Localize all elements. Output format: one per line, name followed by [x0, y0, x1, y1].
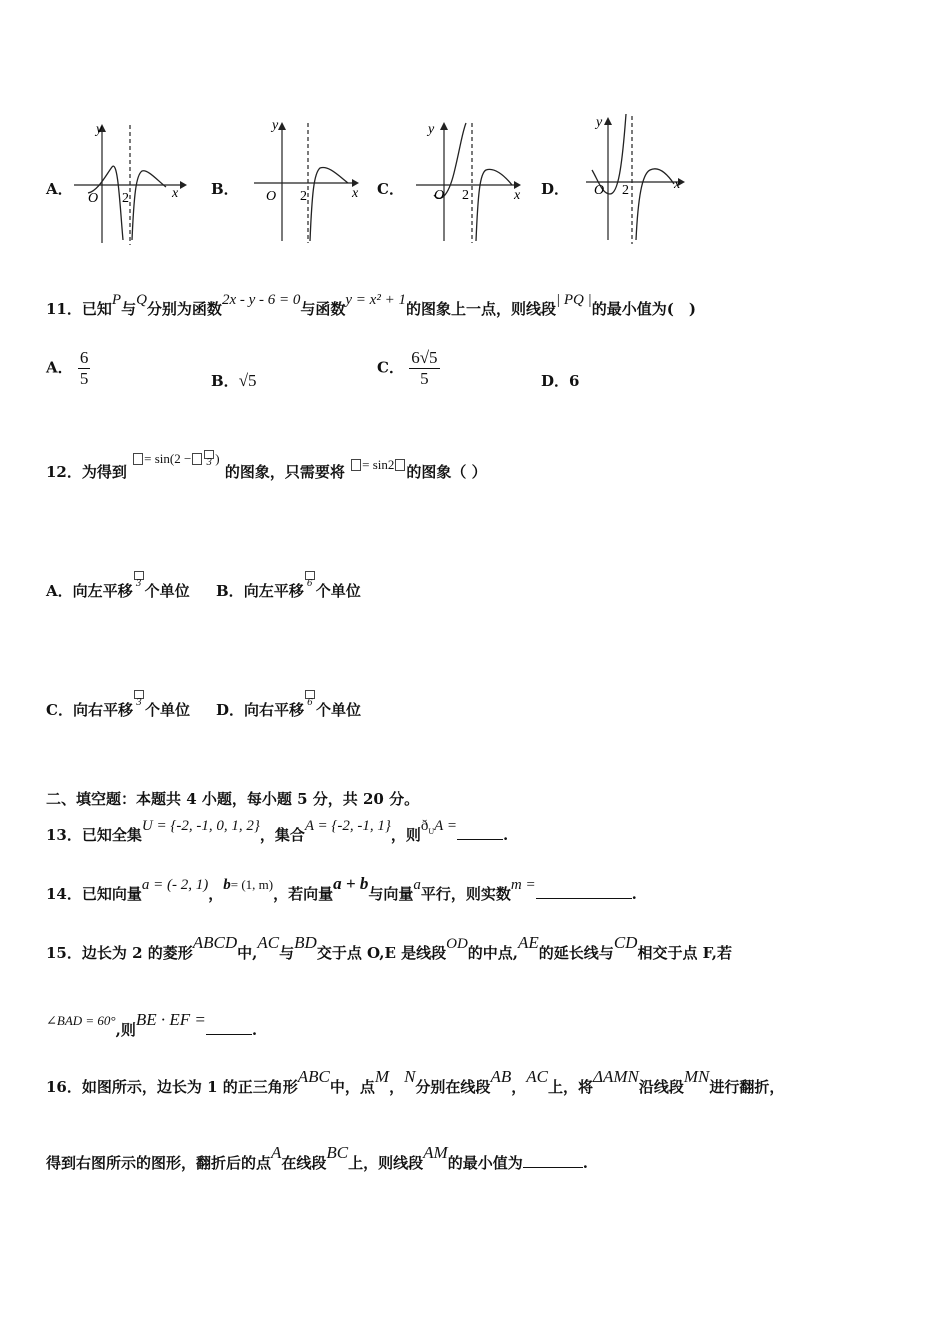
answer-blank[interactable] — [206, 1033, 252, 1035]
set-u: U = {-2, -1, 0, 1, 2} — [141, 818, 260, 834]
option-d-label: D． — [541, 180, 570, 198]
placeholder-glyph — [133, 453, 143, 465]
question-15-line-2: ∠BAD = 60°,则BE · EF =. — [46, 1010, 258, 1039]
angle-bad: ∠BAD = 60° — [46, 1013, 116, 1028]
x-label: x — [172, 186, 179, 201]
equation-target: = sin(2 − 3 ) — [132, 449, 220, 467]
curve-right — [132, 171, 166, 240]
equation-source: = sin2 — [350, 455, 406, 473]
question-number: 11． — [46, 300, 82, 318]
answer-blank[interactable] — [457, 838, 503, 840]
q11-option-d[interactable]: D．6 — [541, 372, 580, 390]
question-15: 15．边长为 2 的菱形ABCD中,AC与BD交于点 O,E 是线段OD的中点,AE的延长线与CD相交于点 F,若 — [46, 933, 733, 962]
dot-product: BE · EF = — [135, 1010, 206, 1029]
fraction-pi: 3 — [133, 571, 145, 589]
y-label: y — [272, 118, 279, 133]
q11-option-c[interactable]: C． $\frac{6√5}{5}$ — [377, 348, 438, 388]
question-number: 16． — [46, 1078, 82, 1096]
curve-right — [636, 169, 674, 240]
fraction-pi: 6 — [304, 690, 316, 708]
equation-line: 2x - y - 6 = 0 — [221, 292, 301, 308]
vector-b: = (1, m) — [230, 877, 274, 892]
vector-a-2: a — [413, 877, 421, 893]
y-axis-arrow-icon — [440, 122, 448, 130]
y-axis-arrow-icon — [278, 122, 286, 130]
curve-right — [310, 167, 348, 241]
origin-label: O — [266, 189, 277, 204]
origin-label: O — [594, 183, 605, 198]
x-axis-arrow-icon — [180, 181, 187, 189]
graph-option-b — [248, 113, 368, 248]
x-label: x — [674, 177, 681, 192]
y-label: y — [96, 122, 103, 137]
placeholder-glyph — [351, 459, 361, 471]
q12-option-d[interactable]: D．向右平移 6 个单位 — [216, 699, 361, 720]
question-number: 14． — [46, 885, 82, 903]
option-c-label: C． — [377, 180, 404, 198]
curve-right — [476, 169, 512, 241]
var-p: P — [111, 292, 122, 308]
x-label: x — [514, 188, 521, 203]
fraction: $\frac{6}{5}$ — [79, 348, 89, 388]
placeholder-glyph — [192, 453, 202, 465]
var-q: Q — [136, 292, 147, 308]
answer-blank[interactable] — [523, 1166, 583, 1168]
fraction-pi: 6 — [304, 571, 316, 589]
q12-option-b[interactable]: B．向左平移 6 个单位 — [216, 580, 361, 601]
question-16-line-2: 得到右图所示的图形，翻折后的点A在线段BC上，则线段AM的最小值为 . — [46, 1143, 588, 1172]
vector-a: a = (- 2, 1) — [141, 877, 209, 893]
question-number: 15． — [46, 944, 82, 962]
graph-option-c — [410, 113, 530, 248]
complement-symbol: $ð_U$ — [420, 818, 435, 836]
x-label: x — [352, 186, 359, 201]
question-number: 13． — [46, 826, 82, 844]
q11-option-b[interactable]: B．√5 — [211, 371, 257, 390]
var-m: m = — [510, 877, 536, 893]
q12-option-c[interactable]: C．向右平移 3 个单位 — [46, 699, 190, 720]
two-label: 2 — [622, 183, 629, 198]
y-axis-arrow-icon — [604, 117, 612, 125]
option-b-label: B． — [211, 180, 239, 198]
vector-sum: a + b — [333, 874, 369, 893]
question-11: 11．已知P与Q分别为函数2x - y - 6 = 0与函数y = x² + 1的图象上一点，则线段| PQ |的最小值为( ) — [46, 292, 696, 318]
origin-label: O — [434, 188, 445, 203]
question-16: 16．如图所示，边长为 1 的正三角形ABC中，点M，N分别在线段AB，AC上，将ΔAMN沿线段MN进行翻折， — [46, 1067, 785, 1096]
option-a-label: A． — [46, 180, 73, 198]
origin-label: O — [88, 191, 99, 206]
graph-option-a — [68, 115, 188, 250]
section-heading: 二、填空题：本题共 4 小题，每小题 5 分，共 20 分。 — [46, 790, 420, 808]
question-13: 13．已知全集U = {-2, -1, 0, 1, 2}，集合A = {-2, -1, 1}，则$ð_UA$ = . — [46, 818, 509, 844]
two-label: 2 — [122, 191, 129, 206]
fraction-pi: 3 — [133, 690, 145, 708]
graph-option-d — [580, 108, 700, 248]
answer-blank[interactable] — [536, 897, 632, 899]
vector-b-symbol: b — [223, 877, 231, 893]
set-a: A = {-2, -1, 1} — [304, 818, 391, 834]
question-14: 14．已知向量a = (- 2, 1)，b= (1, m)，若向量a + b与向量a平行，则实数m = . — [46, 874, 637, 903]
q11-option-a[interactable]: A． $\frac{6}{5}$ — [46, 348, 89, 388]
complement-a: A = — [434, 818, 457, 834]
placeholder-glyph — [395, 459, 405, 471]
two-label: 2 — [462, 188, 469, 203]
two-label: 2 — [300, 189, 307, 204]
q12-option-a[interactable]: A．向左平移 3 个单位 — [46, 580, 190, 601]
question-12: 12．为得到 = sin(2 − 3 ) 的图象，只需要将 = sin2 的图象（ ） — [46, 451, 487, 481]
equation-parabola: y = x² + 1 — [345, 292, 406, 308]
fraction: $\frac{6√5}{5}$ — [411, 348, 438, 388]
segment-pq: | PQ | — [555, 292, 592, 308]
y-label: y — [596, 115, 603, 130]
y-label: y — [428, 122, 435, 137]
question-number: 12． — [46, 463, 82, 481]
